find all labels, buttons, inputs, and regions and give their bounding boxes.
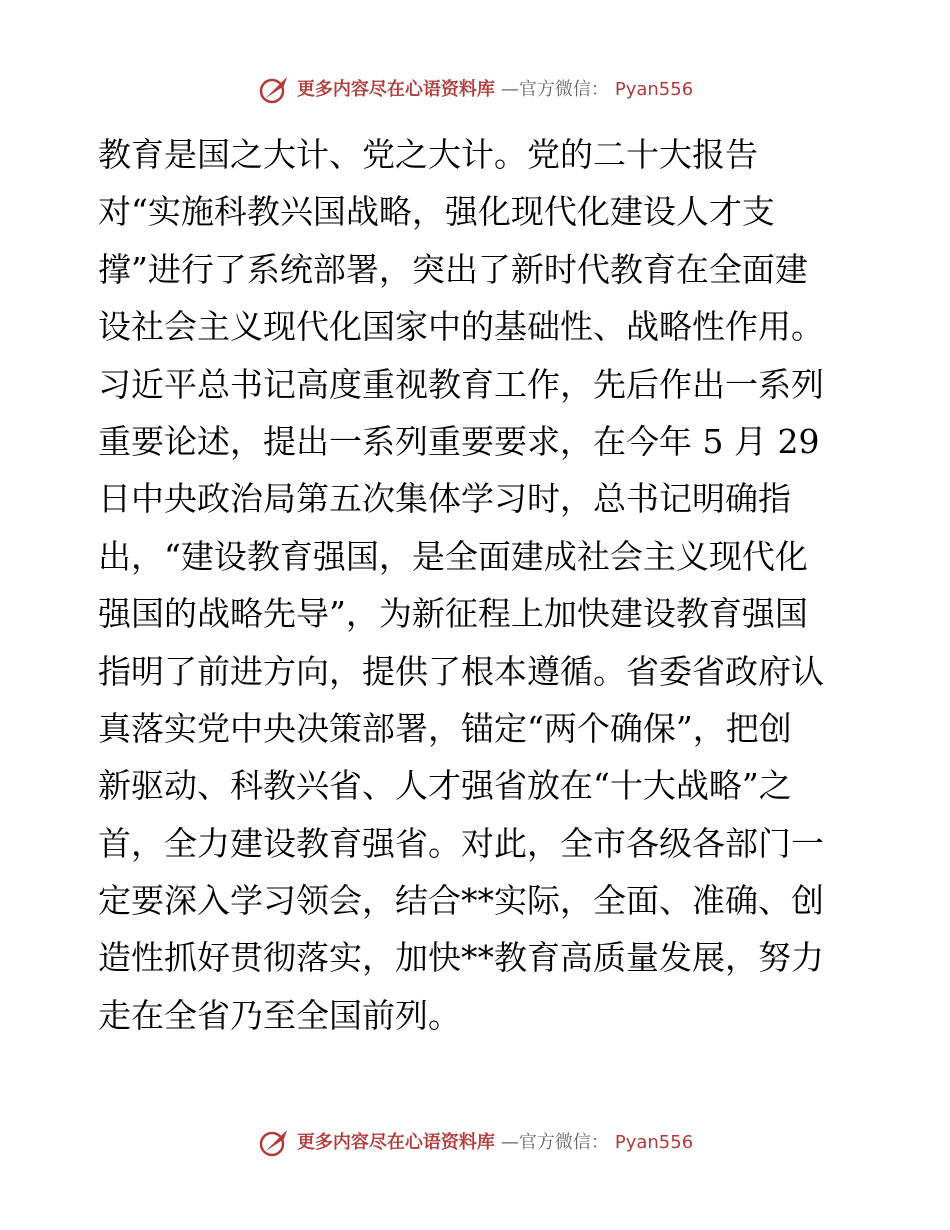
text-line-11: 真落实党中央决策部署，锚定“两个确保”，把创: [98, 708, 792, 748]
text-line-16: 走在全省乃至全国前列。: [98, 995, 461, 1035]
watermark-site-name: 更多内容尽在心语资料库: [296, 79, 495, 100]
watermark-contact-label: —官方微信：: [500, 79, 609, 100]
text-line-9: 强国的战略先导”，为新征程上加快建设教育强国: [98, 594, 808, 634]
watermark-account-id: Pyan556: [614, 79, 694, 100]
watermark-site-name: 更多内容尽在心语资料库: [296, 1132, 495, 1153]
text-line-1: 教育是国之大计、党之大计。党的二十大报告: [98, 135, 758, 174]
text-line-10: 指明了前进方向，提供了根本遵循。省委省政府认: [98, 651, 824, 691]
text-line-3: 撑”进行了系统部署，突出了新时代教育在全面建: [98, 249, 808, 289]
text-line-8: 出，“建设教育强国，是全面建成社会主义现代化: [98, 536, 808, 576]
text-line-4: 设社会主义现代化国家中的基础性、战略性作用。: [98, 307, 824, 347]
watermark-contact-label: —官方微信：: [500, 1132, 609, 1153]
quill-logo-icon: [257, 74, 291, 106]
text-line-12: 新驱动、科教兴省、人才强省放在“十大战略”之: [98, 766, 792, 806]
text-line-2: 对“实施科教兴国战略，强化现代化建设人才支: [98, 192, 775, 232]
header-watermark: [0, 74, 950, 106]
text-line-14: 定要深入学习领会，结合**实际，全面、准确、创: [98, 881, 824, 921]
watermark-account-id: Pyan556: [614, 1132, 694, 1153]
text-line-13: 首，全力建设教育强省。对此，全市各级各部门一: [98, 823, 824, 863]
quill-logo-icon: [257, 1127, 291, 1159]
text-line-5: 习近平总书记高度重视教育工作，先后作出一系列: [98, 364, 824, 404]
text-line-15: 造性抓好贯彻落实，加快**教育高质量发展，努力: [98, 938, 824, 978]
article-body: [98, 126, 848, 1044]
footer-watermark: [0, 1127, 950, 1159]
text-line-6: 重要论述，提出一系列重要要求，在今年 5 月 29: [98, 421, 820, 461]
text-line-7: 日中央政治局第五次集体学习时，总书记明确指: [98, 479, 791, 519]
